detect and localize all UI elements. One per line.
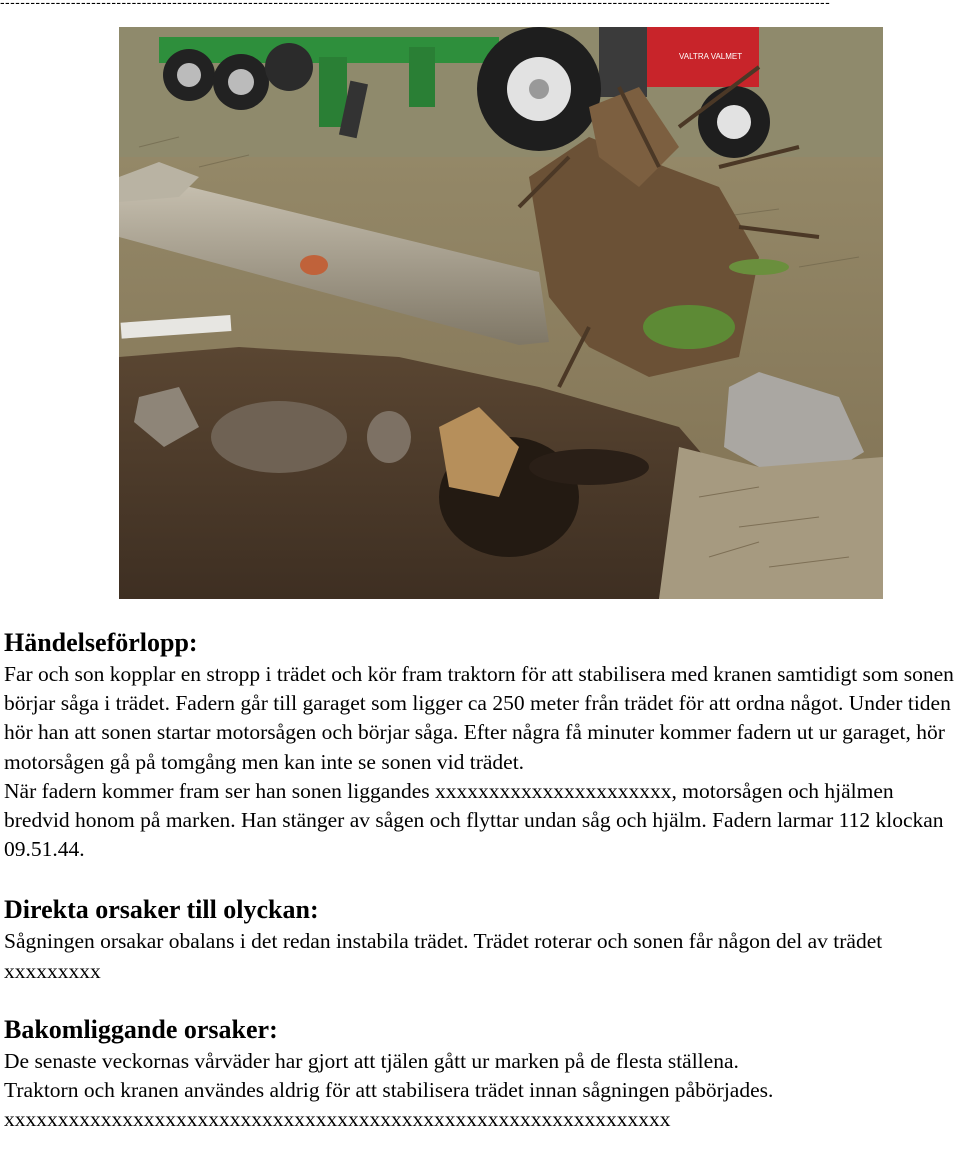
accident-scene-photo [119,27,883,599]
svg-text:VALTRA VALMET: VALTRA VALMET [679,52,743,61]
underlying-causes-redacted-line: xxxxxxxxxxxxxxxxxxxxxxxxxxxxxxxxxxxxxxxxxxxxxxxxxxxxxxxxxxxxxx [4,1107,671,1132]
event-sequence-paragraph-1: Far och son kopplar en stropp i trädet och kör fram traktorn för att stabilisera med kranen samtidigt som sonen börjar såga i trädet. Fadern går till garaget som ligger ca 250 meter från trädet för att ordna något. Under tiden hör han att sonen startar motorsågen och börjar såga. Efter några få minuter kommer fadern ut ur garaget, hör motorsågen gå på tomgång men kan inte se sonen vid trädet. [4,662,954,774]
report-text [4,626,954,1134]
underlying-causes-paragraph-2: Traktorn och kranen användes aldrig för att stabilisera trädet innan sågningen påbörjades. [4,1078,774,1103]
section-heading-direct-causes: Direkta orsaker till olyckan: [4,895,319,925]
direct-causes-paragraph: Sågningen orsakar obalans i det redan instabila trädet. Trädet roterar och sonen får någon del av trädet xxxxxxxxx [4,929,883,983]
section-heading-underlying-causes: Bakomliggande orsaker: [4,1014,278,1044]
underlying-causes-paragraph-1: De senaste veckornas vårväder har gjort att tjälen gått ur marken på de flesta ställena. [4,1048,739,1073]
event-sequence-paragraph-2: När fadern kommer fram ser han sonen liggandes xxxxxxxxxxxxxxxxxxxxxx, motorsågen och hjälmen bredvid honom på marken. Han stänger av sågen och flyttar undan såg och hjälm. Fadern larmar 112 klockan 09.51.44. [4,778,944,862]
top-dashed-rule: -------------------------------------------------------------------------------------------------------------------------------------------------------------------- [0,0,831,8]
section-heading-event-sequence: Händelseförlopp: [4,628,198,657]
